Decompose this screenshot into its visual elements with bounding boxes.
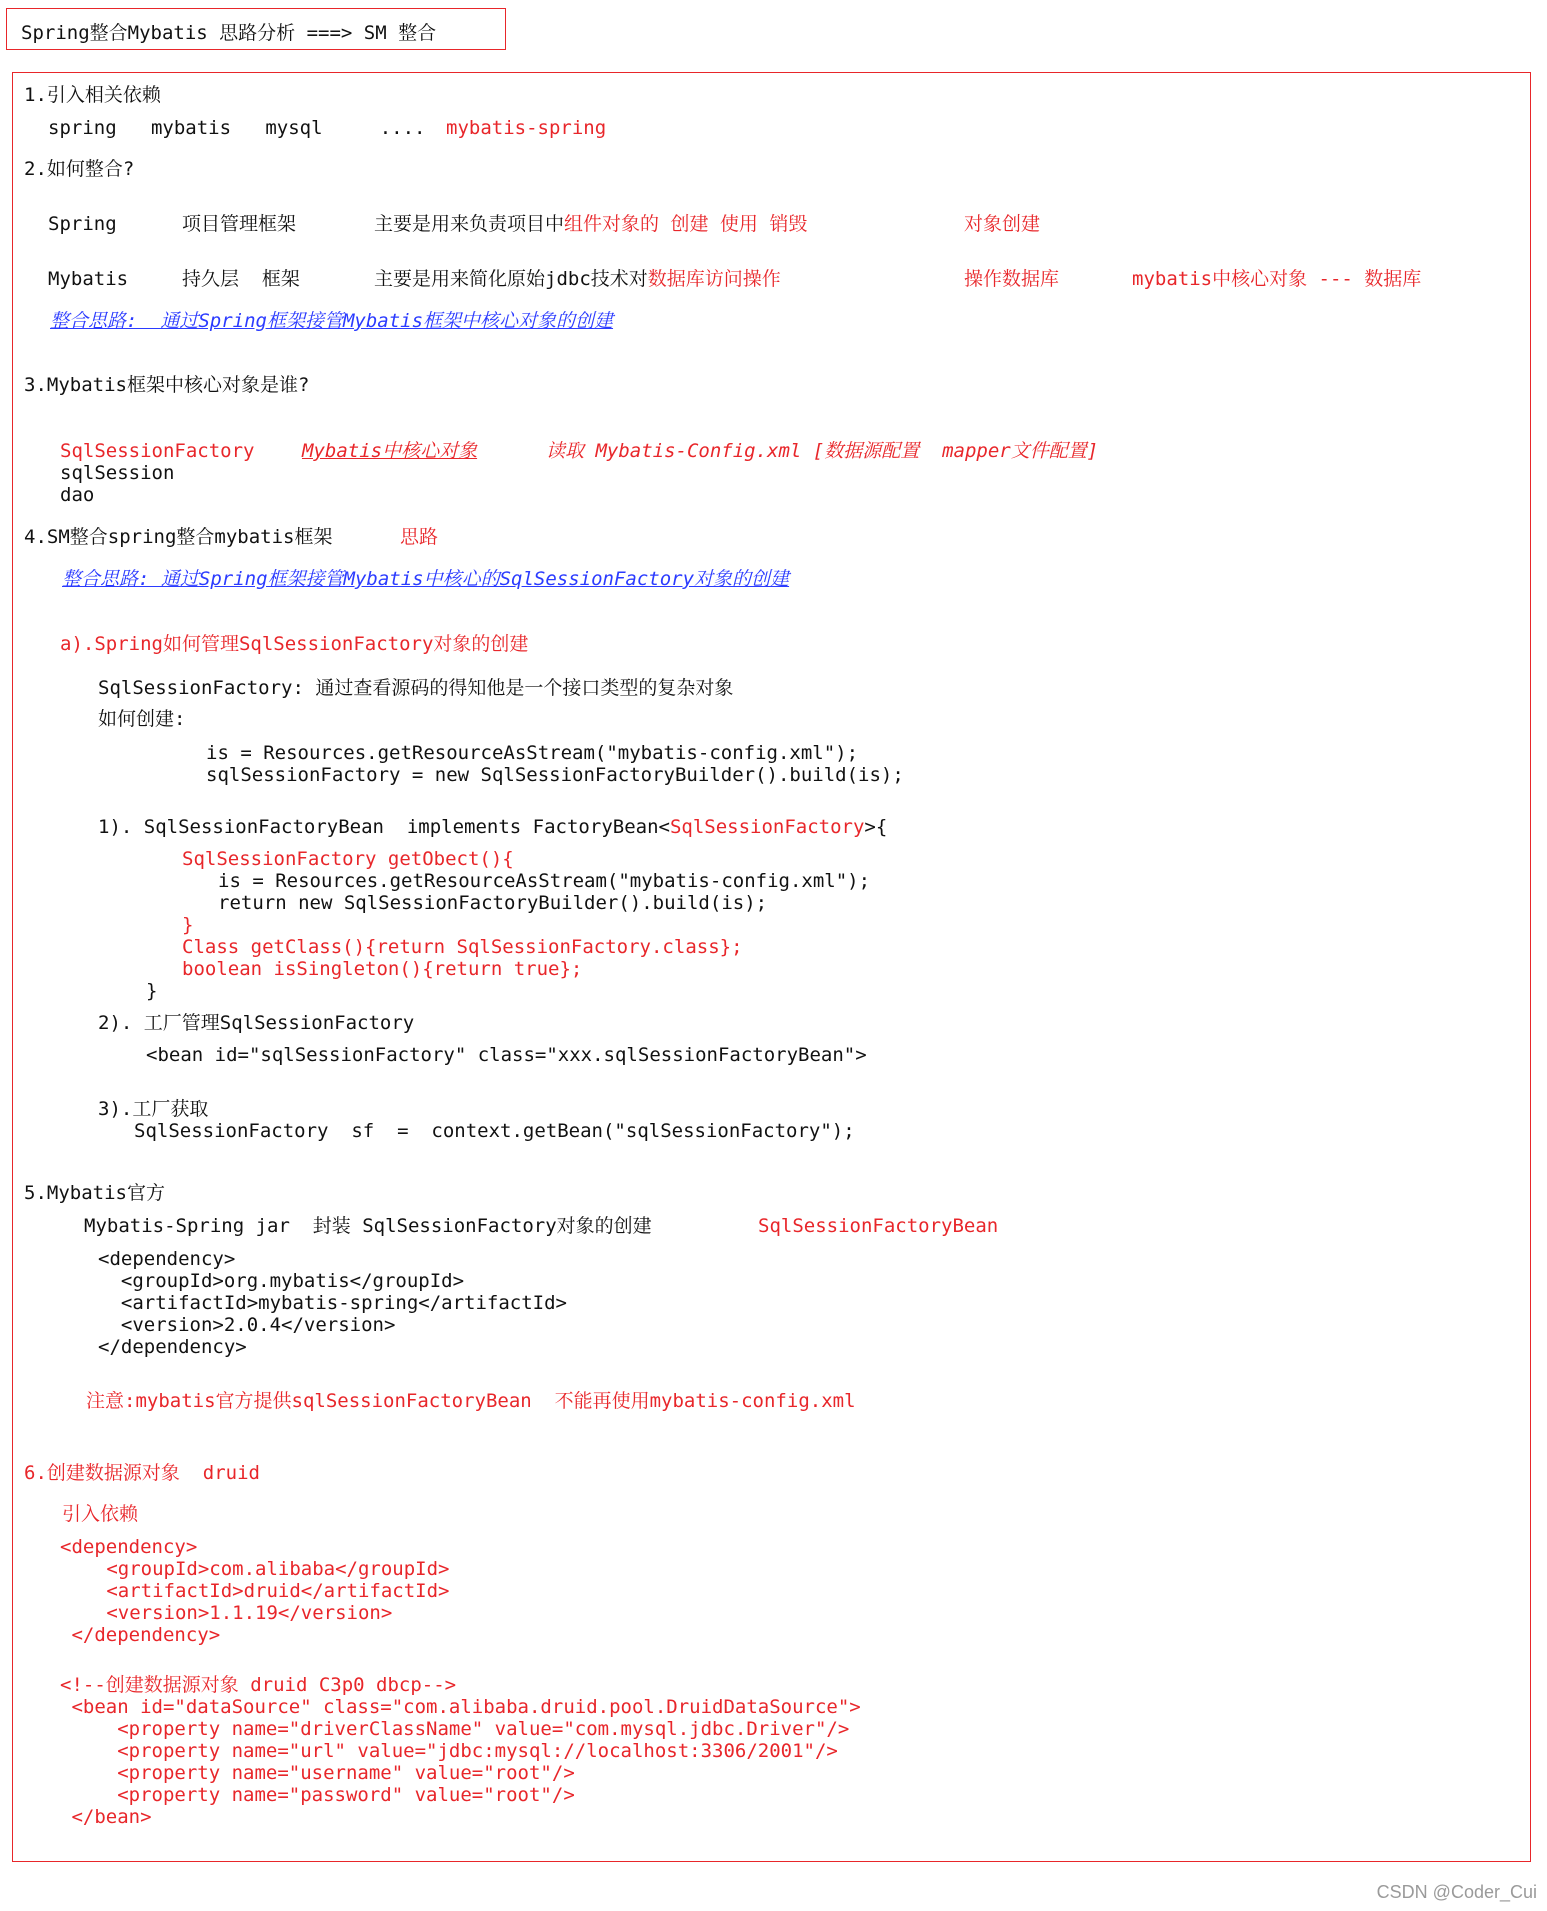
bean-line-0: <bean id="dataSource" class="com.alibaba.druid.pool.DruidDataSource"> <box>60 1696 861 1718</box>
datasource-comment: <!--创建数据源对象 druid C3p0 dbcp--> <box>60 1674 457 1696</box>
s5-dep-line-0: <dependency> <box>98 1248 236 1270</box>
section3-heading: 3.Mybatis框架中核心对象是谁? <box>24 374 310 396</box>
section2-heading: 2.如何整合? <box>24 158 135 180</box>
sqlsessionfactory-desc: SqlSessionFactory: 通过查看源码的得知他是一个接口类型的复杂对象 <box>98 677 734 699</box>
sqlsessionfactorybean-label: SqlSessionFactoryBean <box>758 1215 999 1237</box>
mybatis-name: Mybatis <box>48 268 129 290</box>
section5-heading: 5.Mybatis官方 <box>24 1182 165 1204</box>
mybatis-spring-highlight: mybatis-spring <box>446 117 607 139</box>
spring-desc <box>374 213 807 235</box>
spring-category: 项目管理框架 <box>182 213 297 235</box>
mybatis-desc-red: 数据库访问操作 <box>647 268 781 290</box>
step1-b: SqlSessionFactory <box>669 816 865 838</box>
section6-heading: 6.创建数据源对象 druid <box>24 1462 260 1484</box>
spring-object-creation: 对象创建 <box>964 213 1041 235</box>
s6-dep-line-2: <artifactId>druid</artifactId> <box>72 1580 450 1602</box>
mybatis-spring-jar-line: Mybatis-Spring jar 封装 SqlSessionFactory对象的创建 <box>84 1215 652 1237</box>
s5-dep-line-2: <artifactId>mybatis-spring</artifactId> <box>98 1292 567 1314</box>
method-close: } <box>182 914 194 936</box>
class-close: } <box>146 980 158 1002</box>
section4-heading-text: 4.SM整合spring整合mybatis框架 <box>24 526 333 548</box>
step2-code: <bean id="sqlSessionFactory" class="xxx.sqlSessionFactoryBean"> <box>146 1044 867 1066</box>
mybatis-db-op: 操作数据库 <box>964 268 1060 290</box>
read-config-label: 读取 Mybatis-Config.xml [数据源配置 mapper文件配置] <box>546 440 1099 462</box>
page-title: Spring整合Mybatis 思路分析 ===> SM 整合 <box>21 22 437 44</box>
s5-dep-line-1: <groupId>org.mybatis</groupId> <box>98 1270 465 1292</box>
s6-dep-line-1: <groupId>com.alibaba</groupId> <box>72 1558 450 1580</box>
watermark: CSDN @Coder_Cui <box>1376 1882 1537 1902</box>
section1-heading: 1.引入相关依赖 <box>24 84 161 106</box>
step1-line <box>98 816 887 838</box>
s5-dep-line-3: <version>2.0.4</version> <box>98 1314 396 1336</box>
code-line-2: sqlSessionFactory = new SqlSessionFactoryBuilder().build(is); <box>206 764 904 786</box>
section4-heading <box>24 526 332 548</box>
sub-a-heading: a).Spring如何管理SqlSessionFactory对象的创建 <box>60 633 529 655</box>
code-line-1: is = Resources.getResourceAsStream("mybatis-config.xml"); <box>206 742 859 764</box>
dao-label: dao <box>60 484 95 506</box>
s5-note: 注意:mybatis官方提供sqlSessionFactoryBean 不能再使用mybatis-config.xml <box>86 1390 856 1412</box>
integration-idea-2: 整合思路: 通过Spring框架接管Mybatis中核心的SqlSessionFactory对象的创建 <box>62 568 790 590</box>
mybatis-category: 持久层 框架 <box>182 268 300 290</box>
integration-idea-1: 整合思路: 通过Spring框架接管Mybatis框架中核心对象的创建 <box>50 310 614 332</box>
how-create-label: 如何创建: <box>98 708 186 730</box>
step3-code: SqlSessionFactory sf = context.getBean("sqlSessionFactory"); <box>134 1120 855 1142</box>
step1-c: >{ <box>864 816 888 838</box>
bean-line-1: <property name="driverClassName" value="com.mysql.jdbc.Driver"/> <box>60 1718 850 1740</box>
bean-line-4: <property name="password" value="root"/> <box>60 1784 575 1806</box>
step1-a: 1). SqlSessionFactoryBean implements FactoryBean< <box>98 816 670 838</box>
section6-sub: 引入依赖 <box>62 1503 139 1525</box>
mybatis-core-db: mybatis中核心对象 --- 数据库 <box>1132 268 1422 290</box>
sqlsessionfactory-label: SqlSessionFactory <box>60 440 255 462</box>
method-signature: SqlSessionFactory getObect(){ <box>182 848 514 870</box>
method-line-2: return new SqlSessionFactoryBuilder().build(is); <box>218 892 768 914</box>
sqlsession-label: sqlSession <box>60 462 175 484</box>
s6-dep-line-3: <version>1.1.19</version> <box>72 1602 393 1624</box>
section4-heading-red: 思路 <box>400 526 439 548</box>
spring-desc-text: 主要是用来负责项目中 <box>374 213 565 235</box>
bean-line-2: <property name="url" value="jdbc:mysql://localhost:3306/2001"/> <box>60 1740 838 1762</box>
spring-name: Spring <box>48 213 117 235</box>
mybatis-desc-text: 主要是用来简化原始jdbc技术对 <box>374 268 648 290</box>
get-class-line: Class getClass(){return SqlSessionFactory.class}; <box>182 936 743 958</box>
title-box <box>6 8 506 50</box>
s6-dep-line-0: <dependency> <box>60 1536 198 1558</box>
deps-text: spring mybatis mysql .... <box>48 117 426 139</box>
bean-line-3: <property name="username" value="root"/> <box>60 1762 575 1784</box>
bean-line-5: </bean> <box>60 1806 152 1828</box>
mybatis-desc <box>374 268 781 290</box>
core-object-label: Mybatis中核心对象 <box>302 440 478 462</box>
is-singleton-line: boolean isSingleton(){return true}; <box>182 958 583 980</box>
step3-line: 3).工厂获取 <box>98 1098 209 1120</box>
spring-desc-red: 组件对象的 创建 使用 销毁 <box>564 213 808 235</box>
s5-dep-line-4: </dependency> <box>98 1336 247 1358</box>
s6-dep-line-4: </dependency> <box>60 1624 221 1646</box>
step2-line: 2). 工厂管理SqlSessionFactory <box>98 1012 415 1034</box>
section1-deps <box>48 117 426 139</box>
method-line-1: is = Resources.getResourceAsStream("mybatis-config.xml"); <box>218 870 871 892</box>
